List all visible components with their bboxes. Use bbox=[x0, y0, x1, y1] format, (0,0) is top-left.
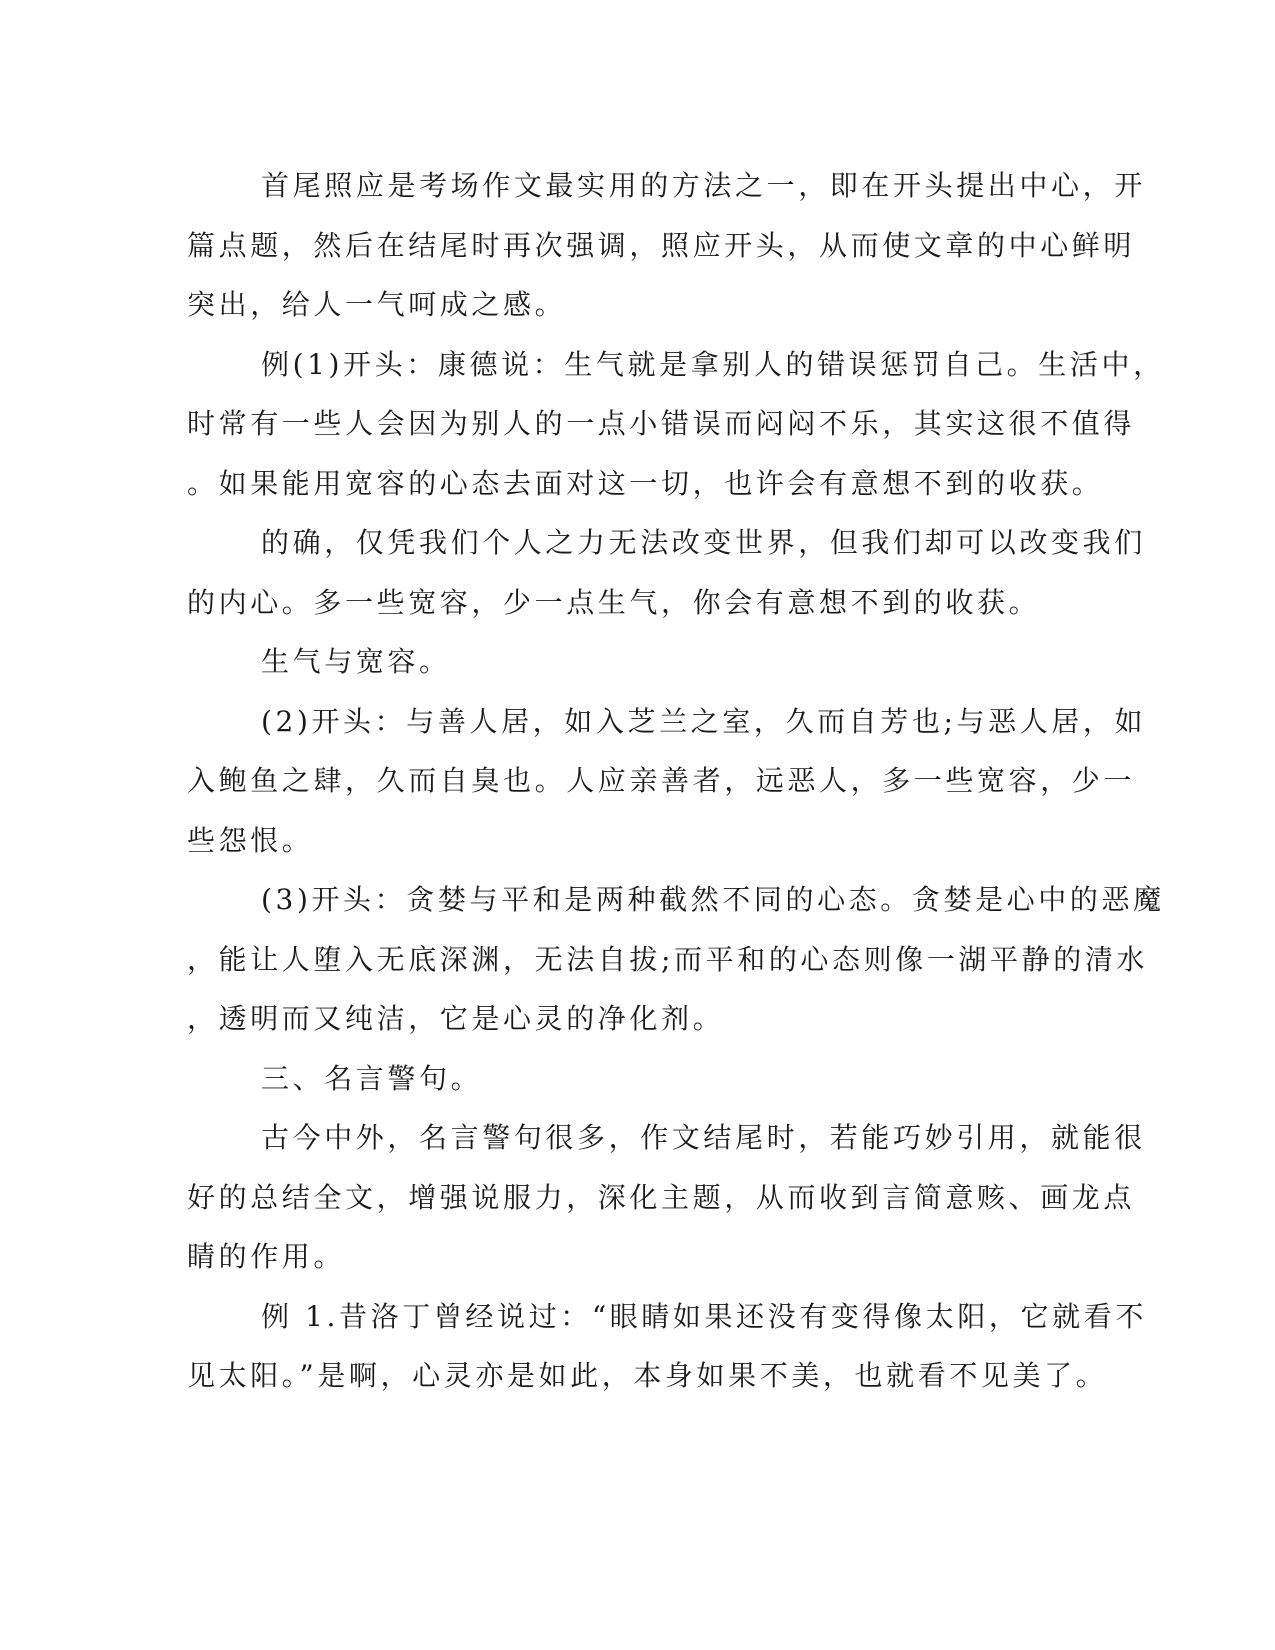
text-line: 见太阳。”是啊，心灵亦是如此，本身如果不美，也就看不见美了。 bbox=[187, 1359, 1108, 1392]
text-line: 例(1)开头：康德说：生气就是拿别人的错误惩罚自己。生活中， bbox=[261, 347, 1165, 381]
text-line: 时常有一些人会因为别人的一点小错误而闷闷不乐，其实这很不值得 bbox=[187, 407, 1136, 440]
text-line: 篇点题，然后在结尾时再次强调，照应开头，从而使文章的中心鲜明 bbox=[187, 228, 1136, 262]
text-line: 首尾照应是考场作文最实用的方法之一，即在开头提出中心，开 bbox=[261, 169, 1146, 202]
text-line: 些怨恨。 bbox=[187, 823, 314, 857]
text-line: (2)开头：与善人居，如入芝兰之室，久而自芳也;与恶人居，如 bbox=[261, 704, 1147, 738]
text-line: 突出，给人一气呵成之感。 bbox=[187, 288, 567, 321]
text-line: 例 1.昔洛丁曾经说过：“眼睛如果还没有变得像太阳，它就看不 bbox=[261, 1299, 1147, 1333]
text-line: 的确，仅凭我们个人之力无法改变世界，但我们却可以改变我们 bbox=[261, 526, 1146, 559]
section-heading: 三、名言警句。 bbox=[261, 1061, 483, 1095]
text-line: 的内心。多一些宽容，少一点生气，你会有意想不到的收获。 bbox=[187, 585, 1041, 619]
text-line: 生气与宽容。 bbox=[261, 645, 451, 678]
text-line: 入鲍鱼之肆，久而自臭也。人应亲善者，远恶人，多一些宽容，少一 bbox=[187, 764, 1136, 797]
document-body bbox=[187, 156, 1165, 1406]
text-line: (3)开头：贪婪与平和是两种截然不同的心态。贪婪是心中的恶魔 bbox=[261, 883, 1165, 916]
text-line: 睛的作用。 bbox=[187, 1240, 346, 1273]
text-line: 好的总结全文，增强说服力，深化主题，从而收到言简意赅、画龙点 bbox=[187, 1180, 1136, 1214]
text-line: 。如果能用宽容的心态去面对这一切，也许会有意想不到的收获。 bbox=[187, 466, 1104, 500]
text-line: 古今中外，名言警句很多，作文结尾时，若能巧妙引用，就能很 bbox=[261, 1121, 1146, 1154]
text-line: ，透明而又纯洁，它是心灵的净化剂。 bbox=[187, 1002, 725, 1035]
text-line: ，能让人堕入无底深渊，无法自拔;而平和的心态则像一湖平静的清水 bbox=[187, 942, 1149, 976]
